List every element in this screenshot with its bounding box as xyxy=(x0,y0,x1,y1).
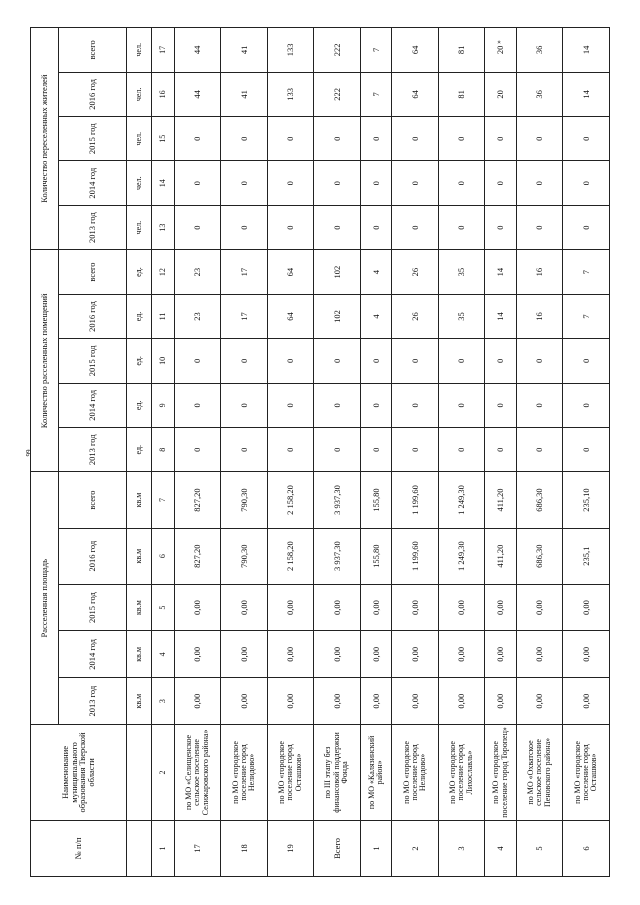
header-rooms-2014: 2014 год xyxy=(59,383,126,427)
header-people-2013: 2013 год xyxy=(59,205,126,249)
value-cell: 0 xyxy=(267,205,313,249)
value-cell: 64 xyxy=(267,294,313,338)
unit-cell: кв.м xyxy=(126,472,151,528)
value-cell: 0 xyxy=(314,161,360,205)
value-cell: 0 xyxy=(485,339,517,383)
value-cell: 0 xyxy=(516,161,562,205)
value-cell: 0 xyxy=(174,383,220,427)
value-cell: 0 xyxy=(221,428,267,472)
colnum-cell: 7 xyxy=(151,472,174,528)
table-row xyxy=(516,28,562,877)
value-cell: 0,00 xyxy=(314,678,360,725)
colnum-cell: 17 xyxy=(151,28,174,73)
value-cell: 36 xyxy=(516,72,562,116)
row-name-cell: по III этапу без финансовой поддержки Фонда xyxy=(314,725,360,821)
table-row xyxy=(360,28,392,877)
value-cell: 0 xyxy=(267,428,313,472)
row-number-cell: 19 xyxy=(267,820,313,876)
value-cell: 14 xyxy=(485,294,517,338)
value-cell: 827,20 xyxy=(174,528,220,584)
value-cell: 0,00 xyxy=(438,631,484,678)
unit-cell: кв.м xyxy=(126,528,151,584)
value-cell: 41 xyxy=(221,72,267,116)
value-cell: 0 xyxy=(516,383,562,427)
value-cell: 0 xyxy=(221,383,267,427)
value-cell: 0 xyxy=(267,383,313,427)
value-cell: 64 xyxy=(392,72,438,116)
value-cell: 1 249,30 xyxy=(438,528,484,584)
row-number-cell: 3 xyxy=(438,820,484,876)
row-name-cell: по МО «Охватское сельское поселение Пеновского района» xyxy=(516,725,562,821)
value-cell: 0 xyxy=(392,428,438,472)
value-cell: 44 xyxy=(174,72,220,116)
value-cell: 0,00 xyxy=(485,678,517,725)
value-cell: 0 xyxy=(516,339,562,383)
header-area-2016: 2016 год xyxy=(59,528,126,584)
header-rooms-2013: 2013 год xyxy=(59,428,126,472)
value-cell: 0,00 xyxy=(563,678,610,725)
value-cell: 64 xyxy=(267,250,313,294)
row-name-cell: по МО «Калязинский район» xyxy=(360,725,392,821)
value-cell: 0 xyxy=(174,205,220,249)
value-cell: 64 xyxy=(392,28,438,73)
value-cell: 0 xyxy=(563,383,610,427)
row-name-cell: по МО «Селищенское сельское поселение Селижаровского района» xyxy=(174,725,220,821)
value-cell: 0,00 xyxy=(392,584,438,631)
value-cell: 0,00 xyxy=(267,631,313,678)
value-cell: 0 xyxy=(392,339,438,383)
value-cell: 3 937,30 xyxy=(314,528,360,584)
value-cell: 0 xyxy=(516,428,562,472)
value-cell: 0 xyxy=(221,205,267,249)
unit-cell: ед. xyxy=(126,250,151,294)
row-name-cell: по МО «городское поселение город Осташков» xyxy=(563,725,610,821)
value-cell: 0 xyxy=(438,339,484,383)
row-number-cell: 5 xyxy=(516,820,562,876)
value-cell: 2 158,20 xyxy=(267,472,313,528)
units-name-cell xyxy=(126,725,151,821)
value-cell: 0 xyxy=(267,117,313,161)
unit-cell: чел. xyxy=(126,205,151,249)
value-cell: 686,30 xyxy=(516,472,562,528)
value-cell: 0 xyxy=(563,205,610,249)
value-cell: 0 xyxy=(314,428,360,472)
value-cell: 102 xyxy=(314,250,360,294)
value-cell: 0 xyxy=(360,161,392,205)
header-rooms-group: Количество расселенных помещений xyxy=(31,250,59,472)
value-cell: 0 xyxy=(563,117,610,161)
value-cell: 0,00 xyxy=(221,584,267,631)
value-cell: 790,30 xyxy=(221,528,267,584)
header-area-2015: 2015 год xyxy=(59,584,126,631)
colnum-cell: 13 xyxy=(151,205,174,249)
value-cell: 17 xyxy=(221,294,267,338)
value-cell: 0,00 xyxy=(174,678,220,725)
value-cell: 0 xyxy=(174,161,220,205)
unit-cell: ед. xyxy=(126,428,151,472)
value-cell: 0 xyxy=(516,205,562,249)
value-cell: 0,00 xyxy=(563,584,610,631)
colnum-cell: 9 xyxy=(151,383,174,427)
header-people-2016: 2016 год xyxy=(59,72,126,116)
value-cell: 0 xyxy=(314,383,360,427)
unit-cell: кв.м xyxy=(126,678,151,725)
value-cell: 0 xyxy=(314,117,360,161)
colnum-cell: 1 xyxy=(151,820,174,876)
value-cell: 0,00 xyxy=(314,584,360,631)
value-cell: 411,20 xyxy=(485,472,517,528)
value-cell: 35 xyxy=(438,250,484,294)
value-cell: 26 xyxy=(392,294,438,338)
row-name-cell: по МО «городское поселение город Нелидово» xyxy=(392,725,438,821)
row-number-cell: 2 xyxy=(392,820,438,876)
header-area-2014: 2014 год xyxy=(59,631,126,678)
colnum-cell: 4 xyxy=(151,631,174,678)
unit-cell: кв.м xyxy=(126,631,151,678)
value-cell: 7 xyxy=(563,250,610,294)
value-cell: 0 xyxy=(438,161,484,205)
value-cell: 0 xyxy=(485,383,517,427)
rotated-table-container xyxy=(30,27,610,877)
value-cell: 0 xyxy=(174,428,220,472)
value-cell: 0,00 xyxy=(438,584,484,631)
value-cell: 0 xyxy=(221,161,267,205)
value-cell: 155,80 xyxy=(360,528,392,584)
units-num-cell xyxy=(126,820,151,876)
value-cell: 0,00 xyxy=(221,678,267,725)
value-cell: 0 xyxy=(485,428,517,472)
value-cell: 0,00 xyxy=(314,631,360,678)
colnum-cell: 2 xyxy=(151,725,174,821)
header-rooms-2016: 2016 год xyxy=(59,294,126,338)
row-number-cell: 18 xyxy=(221,820,267,876)
colnum-cell: 14 xyxy=(151,161,174,205)
value-cell: 0 xyxy=(438,205,484,249)
row-number-cell: Всего xyxy=(314,820,360,876)
value-cell: 0 xyxy=(438,117,484,161)
colnum-cell: 10 xyxy=(151,339,174,383)
unit-cell: чел. xyxy=(126,72,151,116)
header-people-2015: 2015 год xyxy=(59,117,126,161)
value-cell: 0 xyxy=(360,383,392,427)
stray-mark: » xyxy=(494,40,503,44)
value-cell: 0,00 xyxy=(174,584,220,631)
value-cell: 0,00 xyxy=(360,584,392,631)
value-cell: 0 xyxy=(174,117,220,161)
value-cell: 686,30 xyxy=(516,528,562,584)
table-row xyxy=(392,28,438,877)
unit-cell: кв.м xyxy=(126,584,151,631)
value-cell: 0 xyxy=(516,117,562,161)
value-cell: 7 xyxy=(360,28,392,73)
value-cell: 235,10 xyxy=(563,472,610,528)
value-cell: 3 937,30 xyxy=(314,472,360,528)
row-number-cell: 6 xyxy=(563,820,610,876)
table-row xyxy=(221,28,267,877)
value-cell: 0,00 xyxy=(174,631,220,678)
value-cell: 0,00 xyxy=(267,584,313,631)
value-cell: 102 xyxy=(314,294,360,338)
value-cell: 0 xyxy=(221,339,267,383)
value-cell: 0 xyxy=(485,161,517,205)
value-cell: 7 xyxy=(563,294,610,338)
resettlement-table xyxy=(30,27,610,877)
value-cell: 827,20 xyxy=(174,472,220,528)
value-cell: 222 xyxy=(314,28,360,73)
unit-cell: чел. xyxy=(126,117,151,161)
value-cell: 0,00 xyxy=(438,678,484,725)
value-cell: 0 xyxy=(174,339,220,383)
value-cell: 4 xyxy=(360,294,392,338)
value-cell: 0 xyxy=(314,205,360,249)
value-cell: 0 xyxy=(360,428,392,472)
header-people-total: всего xyxy=(59,28,126,73)
value-cell: 235,1 xyxy=(563,528,610,584)
value-cell: 1 199,60 xyxy=(392,472,438,528)
value-cell: 0,00 xyxy=(516,631,562,678)
value-cell: 14 xyxy=(485,250,517,294)
value-cell: 0 xyxy=(485,117,517,161)
header-num: № п/п xyxy=(31,820,127,876)
table-row xyxy=(267,28,313,877)
value-cell: 0 xyxy=(392,161,438,205)
value-cell: 0 xyxy=(392,383,438,427)
header-area-total: всего xyxy=(59,472,126,528)
value-cell: 411,20 xyxy=(485,528,517,584)
value-cell: 23 xyxy=(174,250,220,294)
row-name-cell: по МО «городское поселение город Торопец» xyxy=(485,725,517,821)
header-people-2014: 2014 год xyxy=(59,161,126,205)
value-cell: 7 xyxy=(360,72,392,116)
value-cell: 0 xyxy=(360,339,392,383)
row-name-cell: по МО «городское поселение город Осташков» xyxy=(267,725,313,821)
header-people-group: Количество переселенных жителей xyxy=(31,28,59,250)
value-cell: 0 xyxy=(438,383,484,427)
value-cell: 1 249,30 xyxy=(438,472,484,528)
table-row xyxy=(314,28,360,877)
header-area-group: Расселенная площадь xyxy=(31,472,59,725)
value-cell: 81 xyxy=(438,28,484,73)
table-row xyxy=(563,28,610,877)
value-cell: 0 xyxy=(267,161,313,205)
value-cell: 20 xyxy=(485,28,517,73)
table-row xyxy=(485,28,517,877)
row-number-cell: 1 xyxy=(360,820,392,876)
value-cell: 14 xyxy=(563,28,610,73)
unit-cell: ед. xyxy=(126,383,151,427)
row-number-cell: 17 xyxy=(174,820,220,876)
value-cell: 0,00 xyxy=(392,631,438,678)
table-row xyxy=(174,28,220,877)
value-cell: 0 xyxy=(563,161,610,205)
value-cell: 0 xyxy=(360,205,392,249)
value-cell: 0,00 xyxy=(485,584,517,631)
value-cell: 4 xyxy=(360,250,392,294)
value-cell: 0,00 xyxy=(516,584,562,631)
value-cell: 222 xyxy=(314,72,360,116)
value-cell: 0 xyxy=(392,205,438,249)
value-cell: 41 xyxy=(221,28,267,73)
value-cell: 0,00 xyxy=(516,678,562,725)
value-cell: 0,00 xyxy=(360,678,392,725)
header-rooms-2015: 2015 год xyxy=(59,339,126,383)
value-cell: 0 xyxy=(360,117,392,161)
value-cell: 44 xyxy=(174,28,220,73)
header-area-2013: 2013 год xyxy=(59,678,126,725)
value-cell: 0 xyxy=(563,428,610,472)
value-cell: 1 199,60 xyxy=(392,528,438,584)
value-cell: 0,00 xyxy=(267,678,313,725)
unit-cell: чел. xyxy=(126,161,151,205)
unit-cell: ед. xyxy=(126,294,151,338)
value-cell: 0 xyxy=(438,428,484,472)
value-cell: 0,00 xyxy=(563,631,610,678)
table-body xyxy=(174,28,609,877)
unit-cell: чел. xyxy=(126,28,151,73)
header-rooms-total: всего xyxy=(59,250,126,294)
row-name-cell: по МО «городское поселение город Лихославль» xyxy=(438,725,484,821)
value-cell: 23 xyxy=(174,294,220,338)
value-cell: 35 xyxy=(438,294,484,338)
colnum-cell: 6 xyxy=(151,528,174,584)
value-cell: 790,30 xyxy=(221,472,267,528)
header-name: Наименование муниципального образования Тверской области xyxy=(31,725,127,821)
colnum-cell: 11 xyxy=(151,294,174,338)
colnum-cell: 8 xyxy=(151,428,174,472)
value-cell: 16 xyxy=(516,294,562,338)
value-cell: 0,00 xyxy=(392,678,438,725)
value-cell: 81 xyxy=(438,72,484,116)
value-cell: 2 158,20 xyxy=(267,528,313,584)
value-cell: 0,00 xyxy=(221,631,267,678)
value-cell: 0 xyxy=(485,205,517,249)
value-cell: 16 xyxy=(516,250,562,294)
value-cell: 0 xyxy=(267,339,313,383)
colnum-cell: 16 xyxy=(151,72,174,116)
value-cell: 0 xyxy=(221,117,267,161)
value-cell: 155,80 xyxy=(360,472,392,528)
value-cell: 20 xyxy=(485,72,517,116)
row-name-cell: по МО «городское поселение город Нелидово» xyxy=(221,725,267,821)
page-number: 99 xyxy=(25,449,33,457)
value-cell: 133 xyxy=(267,72,313,116)
value-cell: 133 xyxy=(267,28,313,73)
value-cell: 0,00 xyxy=(485,631,517,678)
value-cell: 0,00 xyxy=(360,631,392,678)
colnum-cell: 5 xyxy=(151,584,174,631)
value-cell: 0 xyxy=(563,339,610,383)
value-cell: 14 xyxy=(563,72,610,116)
unit-cell: ед. xyxy=(126,339,151,383)
value-cell: 0 xyxy=(314,339,360,383)
colnum-cell: 12 xyxy=(151,250,174,294)
table-row xyxy=(438,28,484,877)
colnum-cell: 15 xyxy=(151,117,174,161)
value-cell: 26 xyxy=(392,250,438,294)
value-cell: 36 xyxy=(516,28,562,73)
row-number-cell: 4 xyxy=(485,820,517,876)
colnum-cell: 3 xyxy=(151,678,174,725)
value-cell: 0 xyxy=(392,117,438,161)
value-cell: 17 xyxy=(221,250,267,294)
